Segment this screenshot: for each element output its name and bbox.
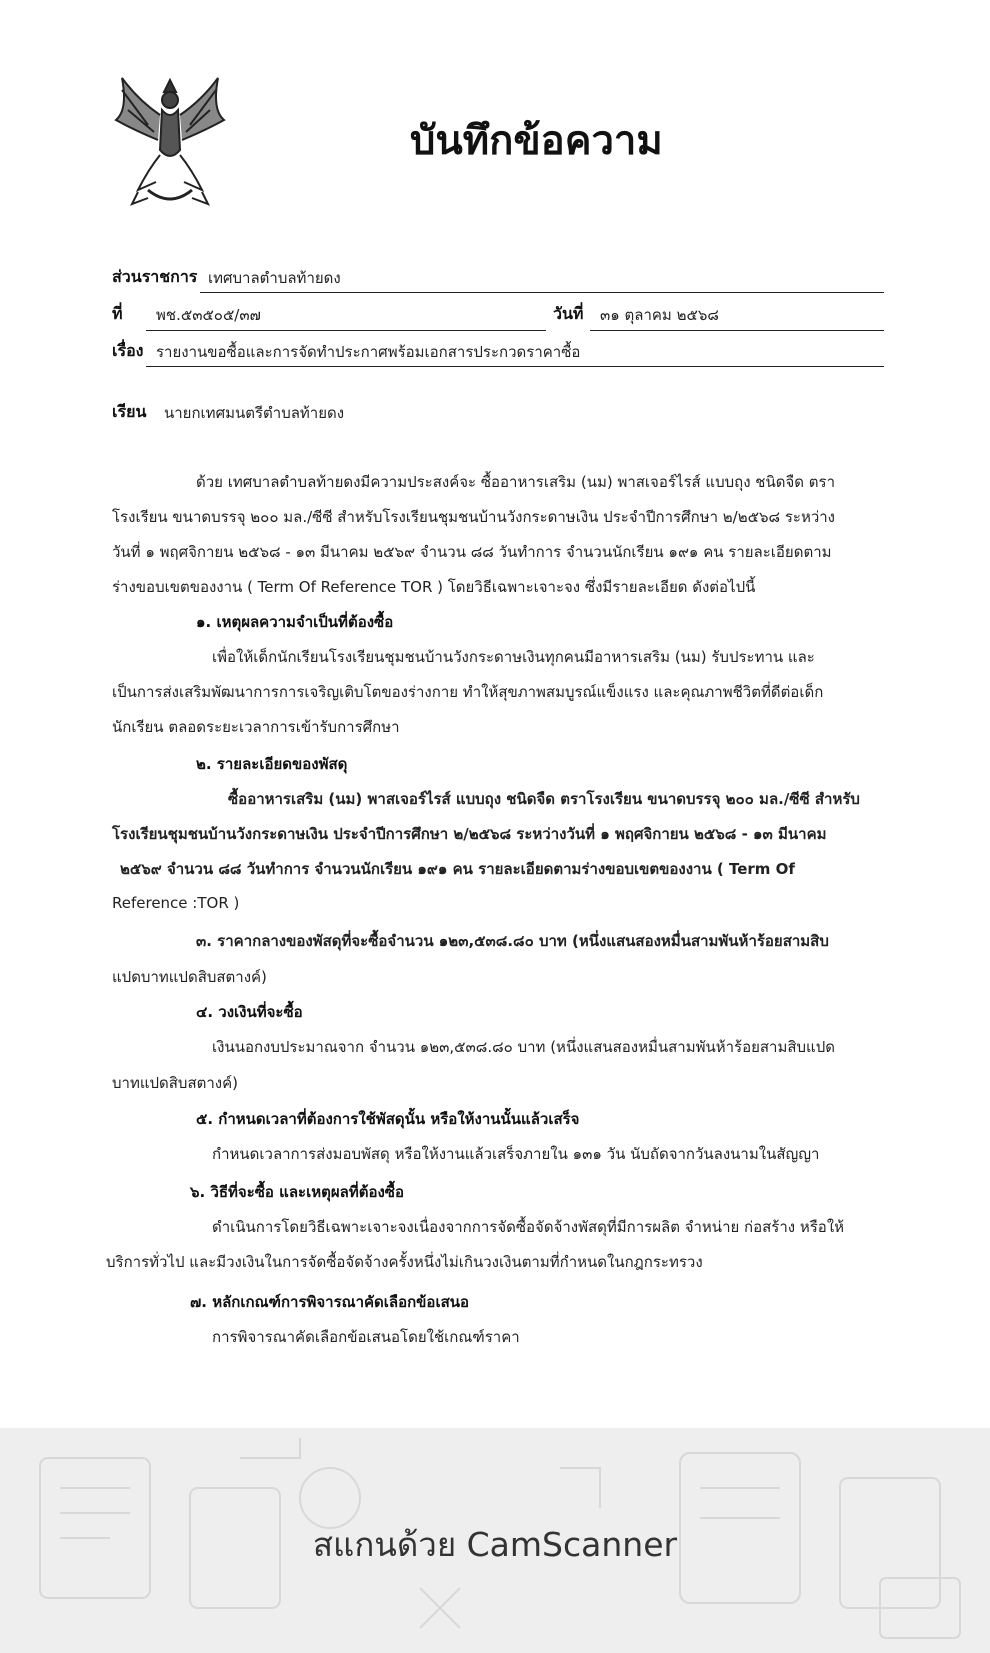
ref-rule xyxy=(146,330,546,331)
subject-value: รายงานขอซื้อและการจัดทำประกาศพร้อมเอกสารประกวดราคาซื้อ xyxy=(156,343,581,361)
intro-line-4: ร่างขอบเขตของงาน ( Term Of Reference TOR ) โดยวิธีเฉพาะเจาะจง ซึ่งมีรายละเอียด ดังต่อไปนี้ xyxy=(112,578,756,596)
intro-line-2: โรงเรียน ขนาดบรรจุ ๒๐๐ มล./ซีซี สำหรับโรงเรียนชุมชนบ้านวังกระดาษเงิน ประจำปีการศึกษา ๒/๒๕๖๘ ระหว่าง xyxy=(112,508,835,526)
date-label: วันที่ xyxy=(553,304,584,323)
dept-rule xyxy=(200,292,884,293)
document-title: บันทึกข้อความ xyxy=(410,117,663,164)
section-3-line-2: แปดบาทแปดสิบสตางค์) xyxy=(112,968,267,986)
intro-line-1: ด้วย เทศบาลตำบลท้ายดงมีความประสงค์จะ ซื้ออาหารเสริม (นม) พาสเจอร์ไรส์ แบบถุง ชนิดจืด ตรา xyxy=(196,473,836,491)
section-6-heading: ๖. วิธีที่จะซื้อ และเหตุผลที่ต้องซื้อ xyxy=(190,1183,404,1201)
intro-line-3: วันที่ ๑ พฤศจิกายน ๒๕๖๘ - ๑๓ มีนาคม ๒๕๖๙ จำนวน ๘๘ วันทำการ จำนวนนักเรียน ๑๙๑ คน รายละเอียดตาม xyxy=(112,543,832,561)
section-4-line-1: เงินนอกงบประมาณจาก จำนวน ๑๒๓,๕๓๘.๘๐ บาท (หนึ่งแสนสองหมื่นสามพันห้าร้อยสามสิบแปด xyxy=(212,1038,835,1056)
section-2-line-2: โรงเรียนชุมชนบ้านวังกระดาษเงิน ประจำปีการศึกษา ๒/๒๕๖๘ ระหว่างวันที่ ๑ พฤศจิกายน ๒๕๖๘ - ๑๓ มีนาคม xyxy=(112,825,827,843)
section-2-heading: ๒. รายละเอียดของพัสดุ xyxy=(196,755,348,773)
section-1-line-1: เพื่อให้เด็กนักเรียนโรงเรียนชุมชนบ้านวังกระดาษเงินทุกคนมีอาหารเสริม (นม) รับประทาน และ xyxy=(212,648,815,666)
date-rule xyxy=(590,330,884,331)
section-5-line-1: กำหนดเวลาการส่งมอบพัสดุ หรือให้งานแล้วเสร็จภายใน ๑๓๑ วัน นับถัดจากวันลงนามในสัญญา xyxy=(212,1145,820,1163)
section-1-heading: ๑. เหตุผลความจำเป็นที่ต้องซื้อ xyxy=(196,613,394,631)
section-7-line-1: การพิจารณาคัดเลือกข้อเสนอโดยใช้เกณฑ์ราคา xyxy=(212,1328,520,1346)
section-3-line-1: ๓. ราคากลางของพัสดุที่จะซื้อจำนวน ๑๒๓,๕๓๘.๘๐ บาท (หนึ่งแสนสองหมื่นสามพันห้าร้อยสามสิบ xyxy=(196,932,829,950)
section-7-heading: ๗. หลักเกณฑ์การพิจารณาคัดเลือกข้อเสนอ xyxy=(190,1293,469,1311)
to-label: เรียน xyxy=(112,402,147,421)
section-5-heading: ๕. กำหนดเวลาที่ต้องการใช้พัสดุนั้น หรือให้งานนั้นแล้วเสร็จ xyxy=(196,1110,580,1128)
section-2-line-1: ซื้ออาหารเสริม (นม) พาสเจอร์ไรส์ แบบถุง ชนิดจืด ตราโรงเรียน ขนาดบรรจุ ๒๐๐ มล./ซีซี สำหรับ xyxy=(228,790,860,808)
section-2-line-4: Reference :TOR ) xyxy=(112,894,240,912)
ref-label: ที่ xyxy=(112,304,123,323)
section-1-line-3: นักเรียน ตลอดระยะเวลาการเข้ารับการศึกษา xyxy=(112,718,400,736)
subject-rule xyxy=(146,366,884,367)
to-value: นายกเทศมนตรีตำบลท้ายดง xyxy=(164,404,345,422)
dept-value: เทศบาลตำบลท้ายดง xyxy=(208,269,341,287)
section-6-line-1: ดำเนินการโดยวิธีเฉพาะเจาะจงเนื่องจากการจัดซื้อจัดจ้างพัสดุที่มีการผลิต จำหน่าย ก่อสร้าง หรือให้ xyxy=(212,1218,845,1236)
camscanner-label: สแกนด้วย CamScanner xyxy=(312,1525,678,1564)
date-value: ๓๑ ตุลาคม ๒๕๖๘ xyxy=(600,306,719,324)
section-6-line-2: บริการทั่วไป และมีวงเงินในการจัดซื้อจัดจ้างครั้งหนึ่งไม่เกินวงเงินตามที่กำหนดในกฎกระทรวง xyxy=(106,1253,703,1271)
section-4-line-2: บาทแปดสิบสตางค์) xyxy=(112,1074,238,1092)
dept-label: ส่วนราชการ xyxy=(112,267,198,286)
subject-label: เรื่อง xyxy=(112,341,144,360)
garuda-emblem-icon xyxy=(108,70,233,210)
section-2-line-3: ๒๕๖๙ จำนวน ๘๘ วันทำการ จำนวนนักเรียน ๑๙๑ คน รายละเอียดตามร่างขอบเขตของงาน ( Term Of xyxy=(120,860,795,878)
ref-value: พช.๕๓๕๐๕/๓๗ xyxy=(156,306,261,324)
section-1-line-2: เป็นการส่งเสริมพัฒนาการการเจริญเติบโตของร่างกาย ทำให้สุขภาพสมบูรณ์แข็งแรง และคุณภาพชีวิตที่ดีต่อเด็ก xyxy=(112,683,824,701)
section-4-heading: ๔. วงเงินที่จะซื้อ xyxy=(196,1003,303,1021)
